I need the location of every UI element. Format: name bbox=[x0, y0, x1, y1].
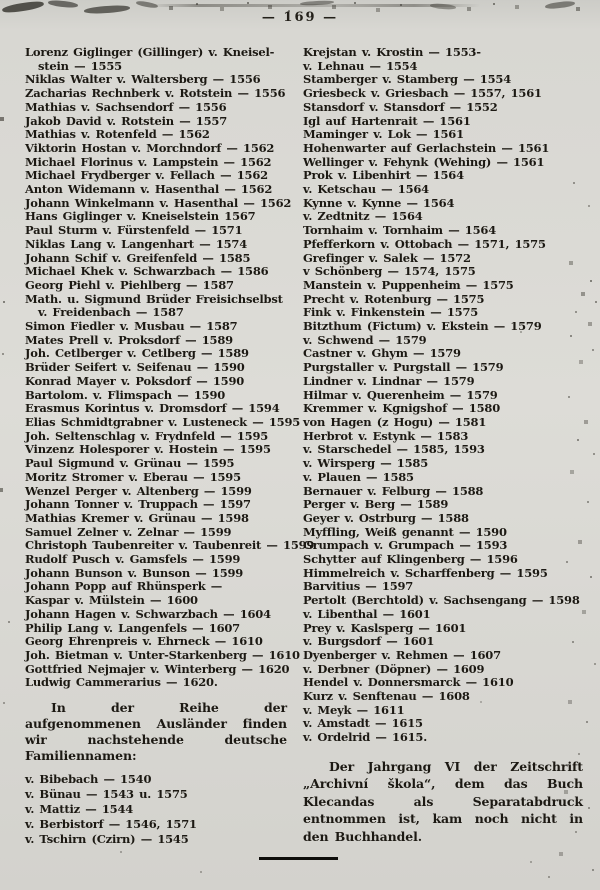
register-entry: Lindner v. Lindnar — 1579 bbox=[303, 373, 475, 388]
register-entry: Erasmus Korintus v. Dromsdorf — 1594 bbox=[25, 401, 280, 416]
register-entry: Mates Prell v. Proksdorf — 1589 bbox=[25, 332, 233, 347]
register-entry: Niklas Walter v. Waltersberg — 1556 bbox=[25, 72, 261, 87]
register-entry: Pfefferkorn v. Ottobach — 1571, 1575 bbox=[303, 236, 546, 251]
register-entry: Philip Lang v. Langenfels — 1607 bbox=[25, 620, 240, 635]
register-entry: Samuel Zelner v. Zelnar — 1599 bbox=[25, 524, 232, 539]
foreign-name-entry: v. Berbistorf — 1546, 1571 bbox=[25, 817, 197, 832]
register-entry: v. Lehnau — 1554 bbox=[303, 58, 418, 73]
register-entry: Dyenberger v. Rehmen — 1607 bbox=[303, 647, 501, 662]
right-register-list bbox=[303, 46, 590, 745]
register-entry: Joh. Bietman v. Unter-Starkenberg — 1610 bbox=[25, 647, 300, 662]
scan-speckles bbox=[0, 0, 2, 2]
register-entry: v. Plauen — 1585 bbox=[303, 469, 414, 484]
foreign-name-entry: v. Tschirn (Czirn) — 1545 bbox=[25, 832, 189, 847]
register-entry: Paul Sigmund v. Grünau — 1595 bbox=[25, 456, 235, 471]
register-entry: Bernauer v. Felburg — 1588 bbox=[303, 483, 484, 498]
register-entry: Paul Sturm v. Fürstenfeld — 1571 bbox=[25, 223, 243, 238]
right-column bbox=[300, 46, 600, 847]
register-entry: Lorenz Giglinger (Gillinger) v. Kneisel- bbox=[25, 45, 275, 59]
register-entry: Hohenwarter auf Gerlachstein — 1561 bbox=[303, 140, 550, 155]
foreign-family-names-list bbox=[25, 772, 294, 847]
two-column-text-block bbox=[0, 46, 600, 847]
register-entry: Johann Popp auf Rhünsperk — bbox=[25, 579, 223, 594]
register-entry: Michael Khek v. Schwarzbach — 1586 bbox=[25, 264, 269, 279]
register-entry: v. Libenthal — 1601 bbox=[303, 606, 431, 621]
register-entry: Kremmer v. Kgnigshof — 1580 bbox=[303, 401, 500, 416]
register-entry: Georg Piehl v. Piehlberg — 1587 bbox=[25, 277, 234, 292]
register-entry: Viktorin Hostan v. Morchndorf — 1562 bbox=[25, 140, 275, 155]
register-entry: Anton Widemann v. Hasenthal — 1562 bbox=[25, 182, 273, 197]
register-entry: Mathias Kremer v. Grünau — 1598 bbox=[25, 510, 249, 525]
register-entry: Igl auf Hartenrait — 1561 bbox=[303, 113, 471, 128]
register-entry: Math. u. Sigmund Brüder Freisichselbst bbox=[25, 291, 283, 306]
register-entry: Herbrot v. Estynk — 1583 bbox=[303, 428, 469, 443]
register-entry: Schytter auf Klingenberg — 1596 bbox=[303, 552, 518, 567]
register-entry: Mathias v. Sachsendorf — 1556 bbox=[25, 99, 227, 114]
register-entry: Myffling, Weiß genannt — 1590 bbox=[303, 524, 507, 539]
register-entry: Krejstan v. Krostin — 1553- bbox=[303, 45, 481, 59]
register-entry: Kynne v. Kynne — 1564 bbox=[303, 195, 455, 210]
register-entry: Johann Schif v. Greifenfeld — 1585 bbox=[25, 250, 251, 265]
register-entry: Hilmar v. Querenheim — 1579 bbox=[303, 387, 498, 402]
register-entry: Jakob David v. Rotstein — 1557 bbox=[25, 113, 228, 128]
register-entry: Joh. Seltenschlag v. Frydnfeld — 1595 bbox=[25, 428, 269, 443]
register-entry: Gottfried Nejmajer v. Winterberg — 1620 bbox=[25, 661, 290, 676]
register-entry: v. Amstadt — 1615 bbox=[303, 716, 423, 731]
register-entry: Manstein v. Puppenheim — 1575 bbox=[303, 277, 514, 292]
register-entry: Castner v. Ghym — 1579 bbox=[303, 346, 461, 361]
register-entry: Ludwig Cammerarius — 1620. bbox=[25, 675, 218, 690]
register-entry: Wenzel Perger v. Altenberg — 1599 bbox=[25, 483, 252, 498]
register-entry: v. Zedtnitz — 1564 bbox=[303, 209, 423, 224]
register-entry: v. Burgsdorf — 1601 bbox=[303, 634, 435, 649]
register-entry: Johann Bunson v. Bunson — 1599 bbox=[25, 565, 244, 580]
register-entry: Tornhaim v. Tornhaim — 1564 bbox=[303, 223, 497, 238]
register-entry: Johann Winkelmann v. Hasenthal — 1562 bbox=[25, 195, 292, 210]
register-entry: Elias Schmidtgrabner v. Lusteneck — 1595 bbox=[25, 414, 301, 429]
register-entry: Kaspar v. Mülstein — 1600 bbox=[25, 593, 198, 608]
register-entry: Geyer v. Ostrburg — 1588 bbox=[303, 510, 469, 525]
register-entry: Hans Giglinger v. Kneiselstein 1567 bbox=[25, 209, 256, 224]
scan-smudge bbox=[300, 0, 334, 6]
register-entry: Georg Ehrenpreis v. Ehrneck — 1610 bbox=[25, 634, 263, 649]
register-entry: Pertolt (Berchtold) v. Sachsengang — 1598 bbox=[303, 593, 580, 608]
register-entry: Vinzenz Holesporer v. Hostein — 1595 bbox=[25, 442, 271, 457]
register-entry: Konrad Mayer v. Poksdorf — 1590 bbox=[25, 373, 245, 388]
register-entry: stein — 1555 bbox=[38, 58, 122, 73]
register-entry: Hendel v. Donnersmarck — 1610 bbox=[303, 675, 514, 690]
register-entry: Barvitius — 1597 bbox=[303, 579, 414, 594]
register-entry: v. Freidenbach — 1587 bbox=[38, 305, 184, 320]
left-column bbox=[0, 45, 315, 847]
register-entry: Stamberger v. Stamberg — 1554 bbox=[303, 72, 512, 87]
scan-streak bbox=[150, 4, 480, 7]
register-entry: v. Ketschau — 1564 bbox=[303, 182, 429, 197]
register-entry: Brüder Seifert v. Seifenau — 1590 bbox=[25, 360, 245, 375]
register-entry: Griesbeck v. Griesbach — 1557, 1561 bbox=[303, 86, 542, 101]
register-entry: Himmelreich v. Scharffenberg — 1595 bbox=[303, 565, 548, 580]
section-end-rule bbox=[259, 857, 338, 860]
register-entry: v. Wirsperg — 1585 bbox=[303, 456, 429, 471]
register-entry: v. Starschedel — 1585, 1593 bbox=[303, 442, 485, 457]
register-entry: v Schönberg — 1574, 1575 bbox=[303, 264, 476, 279]
register-entry: Grumpach v. Grumpach — 1593 bbox=[303, 538, 508, 553]
register-entry: Fink v. Finkenstein — 1575 bbox=[303, 305, 479, 320]
register-entry: Michael Frydberger v. Fellach — 1562 bbox=[25, 168, 268, 183]
register-entry: v. Meyk — 1611 bbox=[303, 702, 405, 717]
register-entry: Precht v. Rotenburg — 1575 bbox=[303, 291, 485, 306]
register-entry: von Hagen (z Hogu) — 1581 bbox=[303, 414, 487, 429]
register-entry: Moritz Stromer v. Eberau — 1595 bbox=[25, 469, 241, 484]
register-entry: Mathias v. Rotenfeld — 1562 bbox=[25, 127, 210, 142]
register-entry: Johann Hagen v. Schwarzbach — 1604 bbox=[25, 606, 271, 621]
register-entry: Perger v. Berg — 1589 bbox=[303, 497, 449, 512]
left-register-list bbox=[25, 45, 315, 690]
register-entry: Bitzthum (Fictum) v. Ekstein — 1579 bbox=[303, 319, 542, 334]
register-entry: Joh. Cetlberger v. Cetlberg — 1589 bbox=[25, 346, 249, 361]
register-entry: Rudolf Pusch v. Gamsfels — 1599 bbox=[25, 552, 241, 567]
register-entry: Prok v. Libenhirt — 1564 bbox=[303, 168, 464, 183]
register-entry: Bartolom. v. Flimspach — 1590 bbox=[25, 387, 226, 402]
register-entry: Wellinger v. Fehynk (Wehing) — 1561 bbox=[303, 154, 545, 169]
register-entry: v. Ordelrid — 1615. bbox=[303, 730, 428, 745]
foreign-name-entry: v. Bibebach — 1540 bbox=[25, 772, 152, 787]
journal-note-paragraph: Der Jahrgang VI der Zeitschrift „Archivní škola“, dem das Buch Klecandas als Separatabdruck entnommen ist, kam noch nicht in den Buchhandel. bbox=[303, 758, 583, 844]
register-entry: Zacharias Rechnberk v. Rotstein — 1556 bbox=[25, 86, 286, 101]
register-entry: Christoph Taubenreiter v. Taubenreit — 1599 bbox=[25, 538, 315, 553]
scan-smudge bbox=[48, 0, 78, 9]
register-entry: Grefinger v. Salek — 1572 bbox=[303, 250, 471, 265]
scan-smudge bbox=[136, 0, 159, 9]
register-entry: Stansdorf v. Stansdorf — 1552 bbox=[303, 99, 498, 114]
register-entry: Niklas Lang v. Langenhart — 1574 bbox=[25, 236, 248, 251]
scan-smudge bbox=[545, 0, 576, 10]
register-entry: Prey v. Kaslsperg — 1601 bbox=[303, 620, 467, 635]
register-entry: Purgstaller v. Purgstall — 1579 bbox=[303, 360, 504, 375]
foreign-name-entry: v. Bünau — 1543 u. 1575 bbox=[25, 787, 188, 802]
register-entry: Johann Tonner v. Truppach — 1597 bbox=[25, 497, 251, 512]
foreign-name-entry: v. Mattiz — 1544 bbox=[25, 802, 134, 817]
register-entry: v. Schwend — 1579 bbox=[303, 332, 427, 347]
register-entry: Simon Fiedler v. Musbau — 1587 bbox=[25, 319, 238, 334]
register-entry: Michael Florinus v. Lampstein — 1562 bbox=[25, 154, 272, 169]
register-entry: Kurz v. Senftenau — 1608 bbox=[303, 689, 470, 704]
register-entry: Maminger v. Lok — 1561 bbox=[303, 127, 464, 142]
foreigners-intro-paragraph: In der Reihe der aufgenommenen Ausländer finden wir nachstehende deutsche Familiennamen: bbox=[25, 700, 287, 764]
page-number-header: — 169 — bbox=[261, 10, 339, 25]
register-entry: v. Derbner (Döpner) — 1609 bbox=[303, 661, 485, 676]
